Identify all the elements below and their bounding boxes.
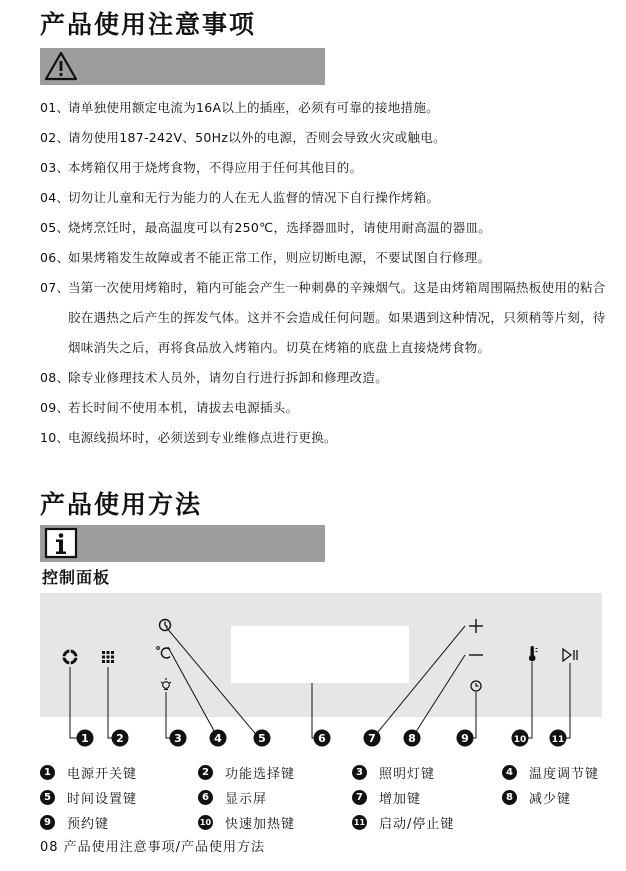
precaution-text: 烧烤烹饪时，最高温度可以有250℃，选择器皿时，请使用耐高温的器皿。 — [68, 220, 492, 235]
precaution-text: 若长时间不使用本机，请拔去电源插头。 — [68, 400, 299, 415]
control-panel-diagram — [0, 585, 626, 755]
section-title-usage: 产品使用方法 — [40, 490, 203, 519]
callout-badge-7 — [364, 730, 381, 747]
legend-number-badge: 2 — [198, 765, 213, 780]
precaution-number: 01、 — [40, 100, 70, 115]
precaution-number: 02、 — [40, 130, 70, 145]
callout-badge-8 — [404, 730, 421, 747]
callout-number: 6 — [318, 732, 326, 745]
precaution-item — [40, 153, 610, 183]
legend-item — [352, 813, 454, 832]
legend-label: 启动/停止键 — [379, 817, 455, 832]
legend-label: 显示屏 — [225, 792, 268, 807]
page-footer: 08 产品使用注意事项/产品使用方法 — [40, 840, 266, 855]
callout-badges — [77, 730, 567, 747]
control-legend — [0, 758, 626, 833]
legend-number-badge: 1 — [40, 765, 55, 780]
callout-number: 8 — [408, 732, 416, 745]
info-banner — [40, 525, 325, 562]
legend-item — [198, 763, 295, 782]
legend-number-badge: 4 — [502, 765, 517, 780]
legend-label: 增加键 — [379, 792, 422, 807]
display-screen — [231, 626, 409, 683]
legend-number-badge: 5 — [40, 790, 55, 805]
precaution-number: 03、 — [40, 160, 70, 175]
section-title-precautions: 产品使用注意事项 — [40, 10, 257, 39]
callout-badge-11 — [550, 730, 567, 747]
legend-label: 时间设置键 — [67, 792, 138, 807]
precaution-number: 04、 — [40, 190, 70, 205]
legend-number-badge: 8 — [502, 790, 517, 805]
legend-number-badge: 3 — [352, 765, 367, 780]
precaution-text: 如果烤箱发生故障或者不能正常工作，则应切断电源，不要试图自行修理。 — [68, 250, 491, 265]
control-panel-subtitle: 控制面板 — [42, 568, 111, 587]
legend-item — [502, 763, 599, 782]
legend-item — [40, 763, 137, 782]
precaution-text: 切勿让儿童和无行为能力的人在无人监督的情况下自行操作烤箱。 — [68, 190, 440, 205]
callout-badge-4 — [210, 730, 227, 747]
callout-number: 10 — [513, 735, 527, 745]
precaution-item — [40, 243, 610, 273]
precaution-item — [40, 93, 610, 123]
legend-label: 功能选择键 — [225, 767, 296, 782]
legend-item — [502, 788, 571, 807]
precaution-number: 05、 — [40, 220, 70, 235]
info-icon — [44, 527, 78, 563]
legend-item — [352, 763, 435, 782]
precaution-item — [40, 213, 610, 243]
legend-label: 减少键 — [529, 792, 572, 807]
callout-number: 9 — [461, 732, 469, 745]
callout-number: 7 — [368, 732, 376, 745]
callout-badge-1 — [77, 730, 94, 747]
legend-number-badge: 6 — [198, 790, 213, 805]
callout-badge-9 — [457, 730, 474, 747]
warning-banner — [40, 48, 325, 85]
legend-item — [40, 813, 109, 832]
legend-item — [40, 788, 137, 807]
callout-badge-6 — [314, 730, 331, 747]
legend-number-badge: 9 — [40, 815, 55, 830]
legend-label: 温度调节键 — [529, 767, 600, 782]
legend-number-badge: 10 — [198, 815, 213, 830]
precaution-number: 06、 — [40, 250, 70, 265]
precaution-number: 09、 — [40, 400, 70, 415]
legend-label: 电源开关键 — [67, 767, 138, 782]
callout-number: 3 — [174, 732, 182, 745]
precaution-list — [40, 93, 610, 453]
precaution-text: 除专业修理技术人员外，请勿自行进行拆卸和修理改造。 — [68, 370, 389, 385]
precaution-text: 请单独使用额定电流为16A以上的插座，必须有可靠的接地措施。 — [68, 100, 439, 115]
precaution-text: 请勿使用187-242V、50Hz以外的电源，否则会导致火灾或触电。 — [68, 130, 446, 145]
precaution-text: 本烤箱仅用于烧烤食物，不得应用于任何其他目的。 — [68, 160, 363, 175]
callout-badge-3 — [170, 730, 187, 747]
callout-number: 11 — [551, 735, 565, 745]
callout-number: 4 — [214, 732, 222, 745]
precaution-number: 08、 — [40, 370, 70, 385]
legend-number-badge: 7 — [352, 790, 367, 805]
precaution-text: 电源线损坏时，必须送到专业维修点进行更换。 — [68, 430, 337, 445]
legend-item — [352, 788, 421, 807]
warning-triangle-icon — [44, 50, 78, 86]
legend-number-badge: 11 — [352, 815, 367, 830]
precaution-item — [40, 393, 610, 423]
legend-item — [198, 788, 267, 807]
callout-badge-2 — [112, 730, 129, 747]
precaution-item — [40, 273, 610, 363]
precaution-item — [40, 423, 610, 453]
function-select-icon[interactable] — [102, 651, 114, 663]
callout-number: 2 — [116, 732, 124, 745]
legend-item — [198, 813, 295, 832]
precaution-item — [40, 123, 610, 153]
precaution-number: 07、 — [40, 280, 70, 295]
precaution-number: 10、 — [40, 430, 70, 445]
legend-label: 预约键 — [67, 817, 110, 832]
callout-badge-10 — [512, 730, 529, 747]
precaution-text: 当第一次使用烤箱时，箱内可能会产生一种刺鼻的辛辣烟气。这是由烤箱周围隔热板使用的粘合胶在遇热之后产生的挥发气体。这并不会造成任何问题。如果遇到这种情况，只须稍等片刻，待烟味消失之后，再将食品放入烤箱内。切莫在烤箱的底盘上直接烧烤食物。 — [68, 280, 606, 355]
callout-number: 5 — [258, 732, 266, 745]
precaution-item — [40, 363, 610, 393]
precaution-item — [40, 183, 610, 213]
callout-number: 1 — [81, 732, 89, 745]
legend-label: 照明灯键 — [379, 767, 436, 782]
callout-badge-5 — [254, 730, 271, 747]
legend-label: 快速加热键 — [225, 817, 296, 832]
